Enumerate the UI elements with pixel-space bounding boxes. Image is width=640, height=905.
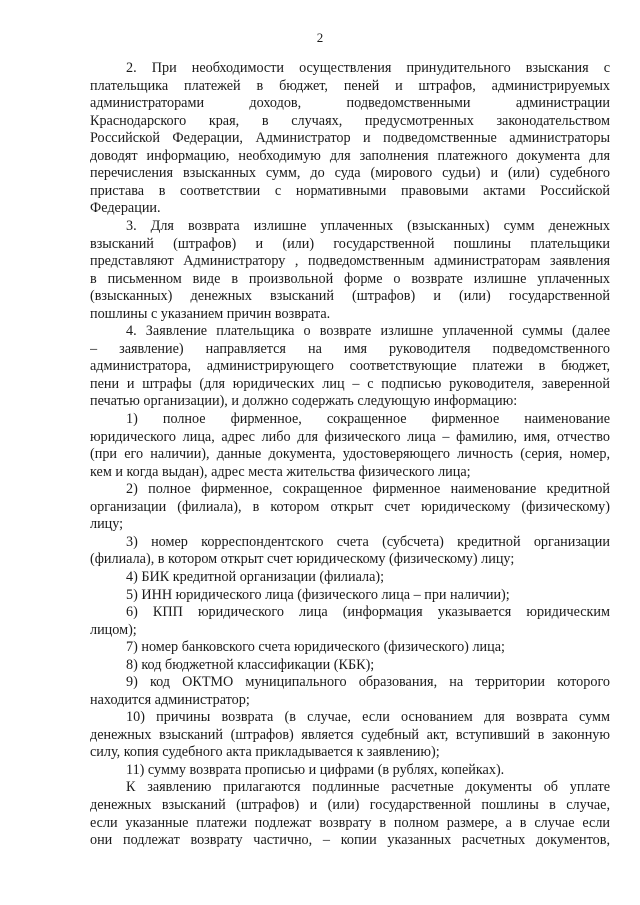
text-line: представляют Администратору , подведомственным администраторам заявления [90,253,610,269]
text-line: (при его наличии), данные документа, удостоверяющего личность (серия, номер, [90,446,610,462]
text-line: 2) полное фирменное, сокращенное фирменное наименование кредитной [126,481,610,497]
text-line: Российской Федерации, Администратор и подведомственные администраторы [90,130,610,146]
text-line: 4) БИК кредитной организации (филиала); [126,569,385,585]
text-line: плательщика платежей в бюджет, пеней и штрафов, администрируемых [90,78,610,94]
text-line: перечисления взысканных сумм, до суда (мирового судьи) и (или) судебного [90,165,610,181]
text-line: если указанные платежи подлежат возврату в полном размере, а в случае если [90,815,610,831]
text-line: пристава в соответствии с нормативными правовыми актами Российской [90,183,610,199]
text-line: Краснодарского края, в случаях, предусмотренных законодательством [90,113,610,129]
text-line: 4. Заявление плательщика о возврате излишне уплаченной суммы (далее [126,323,610,339]
text-line: 8) код бюджетной классификации (КБК); [126,657,375,673]
text-line: 7) номер банковского счета юридического (физического) лица; [126,639,505,655]
text-line: они подлежат возврату частично, – копии указанных расчетных документов, [90,832,610,848]
text-line: печатью организации), и должно содержать следующую информацию: [90,393,518,409]
text-line: К заявлению прилагаются подлинные расчетные документы об уплате [126,779,610,795]
text-line: силу, копия судебного акта прикладывается к заявлению); [90,744,440,760]
text-line: 1) полное фирменное, сокращенное фирменное наименование [126,411,610,427]
text-line: доводят информацию, необходимую для заполнения платежного документа для [90,148,610,164]
text-line: – заявление) направляется на имя руководителя подведомственного [90,341,610,357]
text-line: (взысканных) денежных взысканий (штрафов) и (или) государственной [90,288,610,304]
text-line: (филиала), в котором открыт счет юридическому (физическому) лицу; [90,551,515,567]
text-line: денежных взысканий (штрафов) и (или) государственной пошлины в случае, [90,797,610,813]
text-line: взысканий (штрафов) и (или) государственной пошлины плательщики [90,236,610,252]
text-line: 9) код ОКТМО муниципального образования, на территории которого [126,674,610,690]
text-line: лицу; [90,516,124,532]
text-line: пени и штрафы (для юридических лиц – с подписью руководителя, заверенной [90,376,610,392]
text-line: 2. При необходимости осуществления принудительного взыскания с [126,60,610,76]
text-line: 5) ИНН юридического лица (физического лица – при наличии); [126,587,510,603]
text-line: денежных взысканий (штрафов) является судебный акт, вступивший в законную [90,727,610,743]
text-line: администраторами доходов, подведомственными администрации [90,95,610,111]
page-number: 2 [316,30,324,45]
text-line: 10) причины возврата (в случае, если основанием для возврата сумм [126,709,610,725]
text-line: находится администратор; [90,692,250,708]
text-line: 11) сумму возврата прописью и цифрами (в рублях, копейках). [126,762,505,778]
text-line: в письменном виде в произвольной форме о возврате излишне уплаченных [90,271,610,287]
text-line: Федерации. [90,200,161,216]
text-line: пошлины с указанием причин возврата. [90,306,331,322]
text-line: кем и когда выдан), адрес места жительства физического лица; [90,464,471,480]
text-line: 6) КПП юридического лица (информация указывается юридическим [126,604,610,620]
text-line: юридического лица, адрес либо для физического лица – фамилию, имя, отчество [90,429,610,445]
text-line: администратора, администрирующего соответствующие платежи в бюджет, [90,358,610,374]
text-line: лицом); [90,622,137,638]
text-line: организации (филиала), в котором открыт счет юридическому (физическому) [90,499,610,515]
text-line: 3) номер корреспондентского счета (субсчета) кредитной организации [126,534,610,550]
text-line: 3. Для возврата излишне уплаченных (взысканных) сумм денежных [126,218,610,234]
